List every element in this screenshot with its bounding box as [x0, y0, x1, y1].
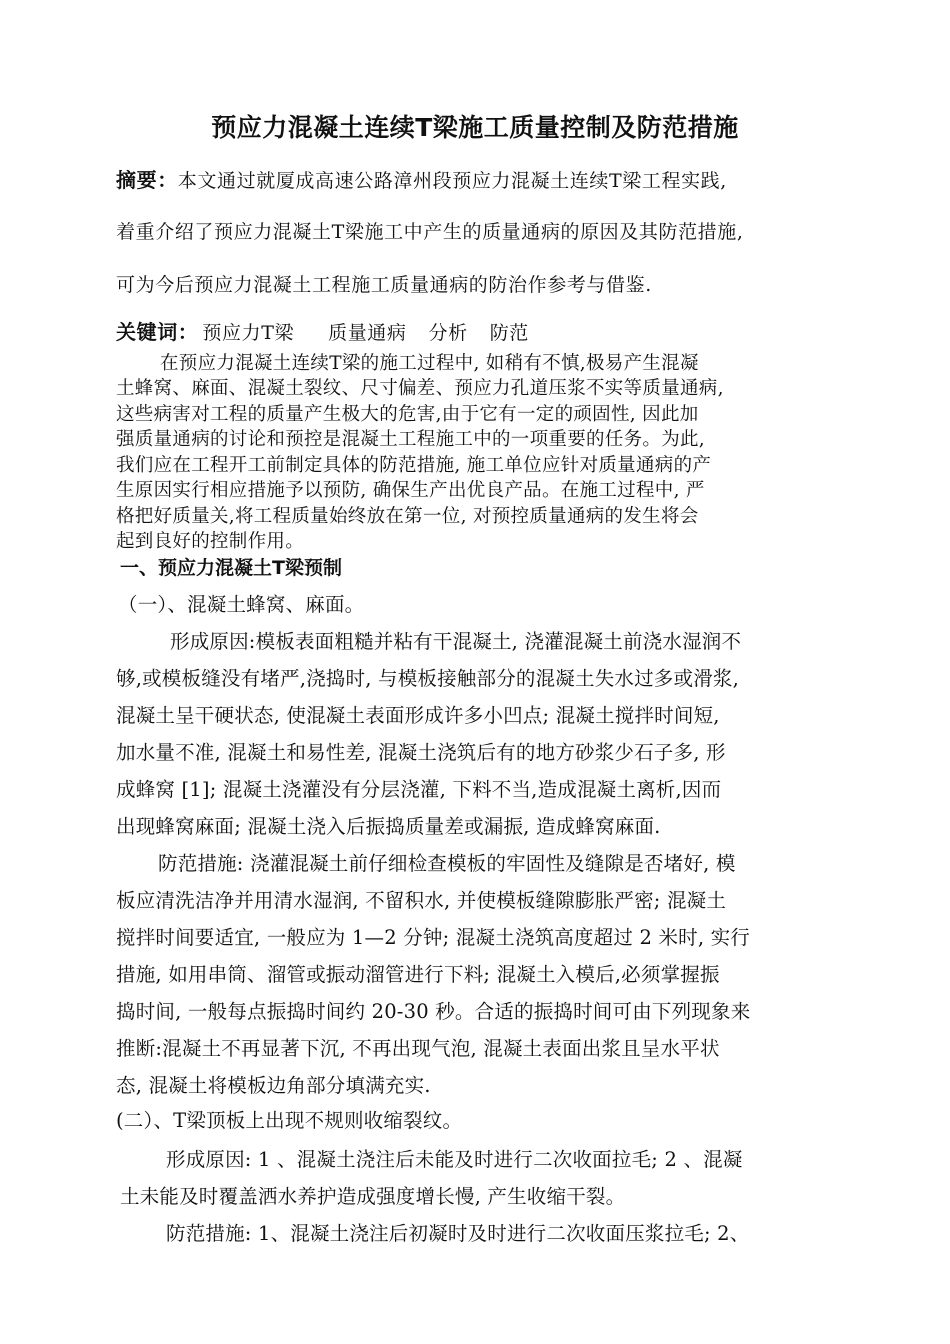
paragraph-line: 形成原因: 1 、混凝土浇注后未能及时进行二次收面拉毛; 2 、混凝	[166, 1148, 743, 1171]
paragraph-line: 加水量不准, 混凝土和易性差, 混凝土浇筑后有的地方砂浆少石子多, 形	[116, 741, 726, 764]
paragraph-line: 防范措施: 1、混凝土浇注后初凝时及时进行二次收面压浆拉毛; 2、	[166, 1222, 750, 1245]
abstract-line-3: 可为今后预应力混凝土工程施工质量通病的防治作参考与借鉴.	[116, 274, 652, 296]
paragraph-line: 成蜂窝 [1]; 混凝土浇灌没有分层浇灌, 下料不当,造成混凝土离析,因而	[116, 778, 722, 801]
paragraph-line: 搅拌时间要适宜, 一般应为 1—2 分钟; 混凝土浇筑高度超过 2 米时, 实行	[116, 926, 751, 949]
keyword-item: 质量通病	[328, 322, 407, 344]
paragraph-line: 捣时间, 一般每点振捣时间约 20-30 秒。合适的振捣时间可由下列现象来	[116, 1000, 751, 1023]
intro-line: 我们应在工程开工前制定具体的防范措施, 施工单位应针对质量通病的产	[116, 455, 712, 476]
intro-line: 土蜂窝、麻面、混凝土裂纹、尺寸偏差、预应力孔道压浆不实等质量通病,	[116, 378, 724, 399]
intro-line: 格把好质量关,将工程质量始终放在第一位, 对预控质量通病的发生将会	[116, 506, 699, 527]
document-title: 预应力混凝土连续T梁施工质量控制及防范措施	[211, 113, 739, 142]
paragraph-line: 土未能及时覆盖洒水养护造成强度增长慢, 产生收缩干裂。	[120, 1185, 626, 1208]
intro-line: 起到良好的控制作用。	[116, 531, 305, 552]
paragraph-line: 混凝土呈干硬状态, 使混凝土表面形成许多小凹点; 混凝土搅拌时间短,	[116, 704, 720, 727]
subsection-heading: （一）、混凝土蜂窝、麻面。	[118, 593, 365, 616]
intro-line: 在预应力混凝土连续T梁的施工过程中, 如稍有不慎,极易产生混凝	[160, 353, 699, 374]
paragraph-line: 形成原因:模板表面粗糙并粘有干混凝土, 浇灌混凝土前浇水湿润不	[170, 630, 742, 653]
subsection-heading: (二）、T梁顶板上出现不规则收缩裂纹。	[116, 1109, 463, 1132]
abstract-text: 本文通过就厦成高速公路漳州段预应力混凝土连续T梁工程实践,	[177, 170, 727, 192]
abstract-label: 摘要：	[116, 168, 178, 192]
section-heading: 一、预应力混凝土T梁预制	[120, 557, 342, 579]
paragraph-line: 态, 混凝土将模板边角部分填满充实.	[116, 1074, 431, 1097]
intro-line: 生原因实行相应措施予以预防, 确保生产出优良产品。在施工过程中, 严	[116, 480, 705, 501]
abstract-line-1	[116, 164, 727, 193]
paragraph-line: 措施, 如用串筒、溜管或振动溜管进行下料; 混凝土入模后,必须掌握振	[116, 963, 720, 986]
keyword-item: 防范	[489, 322, 529, 344]
paragraph-line: 板应清洗洁净并用清水湿润, 不留积水, 并使模板缝隙膨胀严密; 混凝土	[116, 889, 727, 912]
keywords-label: 关键词：	[116, 320, 199, 344]
keywords-line	[116, 316, 529, 345]
paragraph-line: 出现蜂窝麻面; 混凝土浇入后振捣质量差或漏振, 造成蜂窝麻面.	[116, 815, 661, 838]
paragraph-line: 够,或模板缝没有堵严,浇捣时, 与模板接触部分的混凝土失水过多或滑浆,	[116, 667, 739, 690]
keyword-item: 预应力T梁	[202, 322, 295, 344]
paragraph-line: 防范措施: 浇灌混凝土前仔细检查模板的牢固性及缝隙是否堵好, 模	[158, 852, 736, 875]
keyword-item: 分析	[428, 322, 468, 344]
paragraph-line: 推断:混凝土不再显著下沉, 不再出现气泡, 混凝土表面出浆且呈水平状	[116, 1037, 720, 1060]
intro-line: 强质量通病的讨论和预控是混凝土工程施工中的一项重要的任务。为此,	[116, 429, 705, 450]
abstract-line-2: 着重介绍了预应力混凝土T梁施工中产生的质量通病的原因及其防范措施,	[116, 221, 744, 243]
intro-line: 这些病害对工程的质量产生极大的危害,由于它有一定的顽固性, 因此加	[116, 404, 699, 425]
